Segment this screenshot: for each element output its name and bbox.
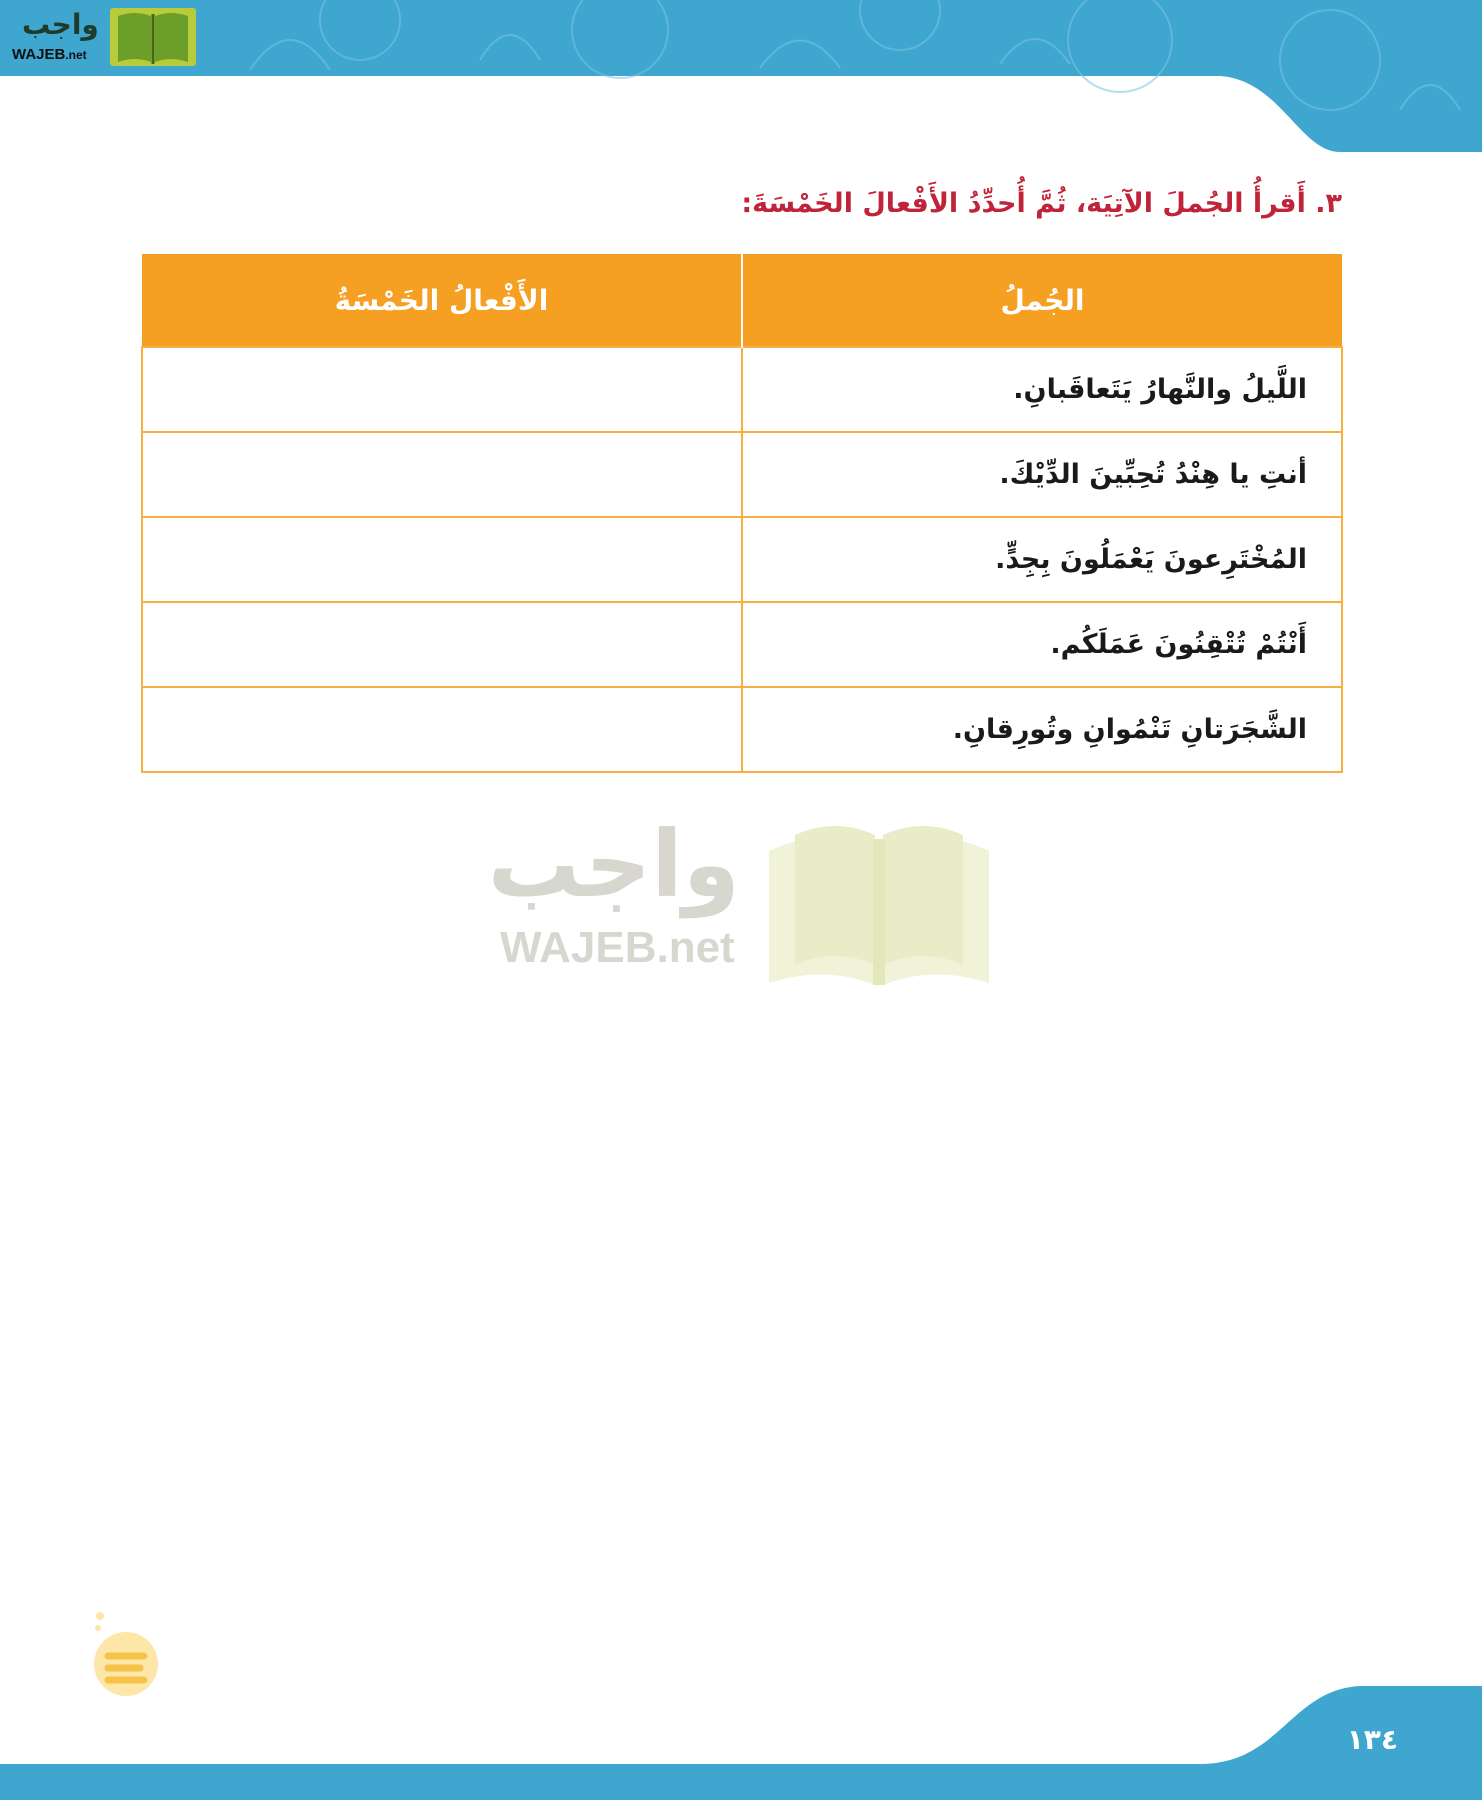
header-shape	[0, 0, 1482, 155]
answer-cell[interactable]	[142, 687, 742, 772]
sentence-cell: أنتِ يا هِنْدُ تُحِبِّينَ الدِّيْكَ.	[742, 432, 1342, 517]
header-sentences: الجُملُ	[742, 254, 1342, 347]
answer-cell[interactable]	[142, 602, 742, 687]
watermark-book-icon	[765, 815, 993, 987]
header-five-verbs: الأَفْعالُ الخَمْسَةُ	[142, 254, 742, 347]
table-header-row	[142, 254, 1342, 347]
five-verbs-table	[141, 254, 1343, 773]
footer-band	[0, 1680, 1482, 1800]
sentence-cell: اللَّيلُ والنَّهارُ يَتَعاقَبانِ.	[742, 347, 1342, 432]
logo-arabic-text: واجب	[22, 8, 99, 41]
answer-cell[interactable]	[142, 347, 742, 432]
header-band	[0, 0, 1482, 155]
watermark-english-text: WAJEB.net	[500, 923, 735, 972]
footer-shape	[0, 1680, 1482, 1800]
book-icon	[110, 6, 196, 68]
table-row	[142, 432, 1342, 517]
page-number: ١٣٤	[1346, 1723, 1398, 1756]
sentence-cell: أَنْتُمْ تُتْقِنُونَ عَمَلَكُم.	[742, 602, 1342, 687]
table-row	[142, 517, 1342, 602]
answer-cell[interactable]	[142, 432, 742, 517]
question-title: ٣. أَقرأُ الجُملَ الآتِيَة، ثُمَّ أُحدِّدُ الأَفْعالَ الخَمْسَةَ:	[741, 188, 1342, 219]
table-row	[142, 687, 1342, 772]
answer-cell[interactable]	[142, 517, 742, 602]
table-row	[142, 347, 1342, 432]
brand-logo[interactable]	[10, 6, 190, 70]
watermark	[487, 811, 995, 990]
table-row	[142, 602, 1342, 687]
sentence-cell: الشَّجَرَتانِ تَنْمُوانِ وتُورِقانِ.	[742, 687, 1342, 772]
sentence-cell: المُخْتَرِعونَ يَعْمَلُونَ بِجِدٍّ.	[742, 517, 1342, 602]
watermark-arabic-text: واجب	[487, 811, 740, 918]
logo-english-text: WAJEB.net	[12, 46, 87, 63]
